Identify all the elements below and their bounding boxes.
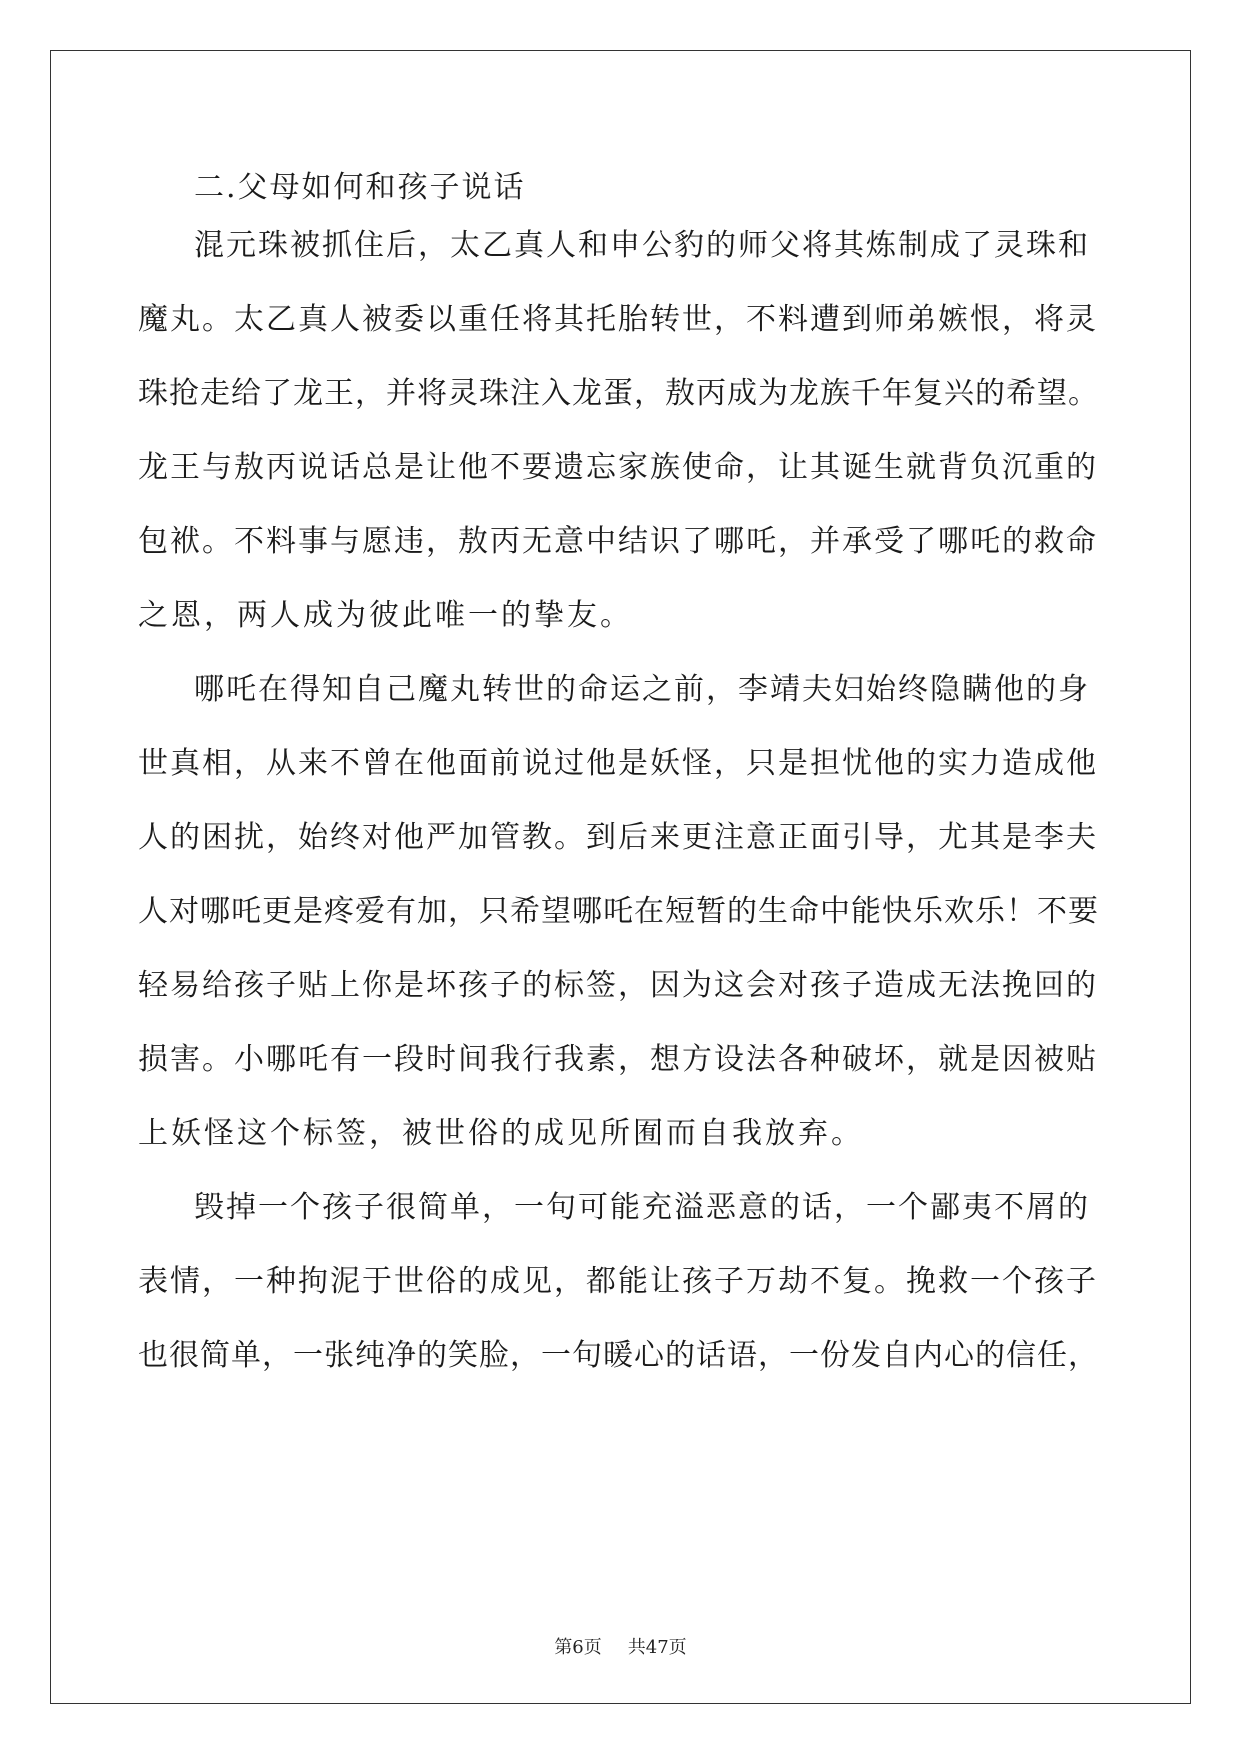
- paragraph-line: 混元珠被抓住后，太乙真人和申公豹的师父将其炼制成了灵珠和: [194, 228, 1090, 263]
- paragraph-line: 哪吒在得知自己魔丸转世的命运之前，李靖夫妇始终隐瞒他的身: [194, 672, 1090, 707]
- paragraph-line: 上妖怪这个标签，被世俗的成见所囿而自我放弃。: [138, 1116, 864, 1151]
- paragraph-line: 珠抢走给了龙王，并将灵珠注入龙蛋，敖丙成为龙族千年复兴的希望。: [138, 376, 1099, 411]
- paragraph-line: 之恩，两人成为彼此唯一的挚友。: [138, 598, 633, 633]
- page-number: 第6页: [554, 1637, 602, 1658]
- paragraph-line: 损害。小哪吒有一段时间我行我素，想方设法各种破坏，就是因被贴: [138, 1042, 1098, 1077]
- page-border: [50, 50, 1191, 1704]
- paragraph-line: 轻易给孩子贴上你是坏孩子的标签，因为这会对孩子造成无法挽回的: [138, 968, 1098, 1003]
- page-total: 共47页: [627, 1637, 687, 1658]
- page-footer: [0, 1636, 1241, 1660]
- paragraph-line: 世真相，从来不曾在他面前说过他是妖怪，只是担忧他的实力造成他: [138, 746, 1098, 781]
- paragraph-line: 包袱。不料事与愿违，敖丙无意中结识了哪吒，并承受了哪吒的救命: [138, 524, 1098, 559]
- paragraph-line: 人对哪吒更是疼爱有加，只希望哪吒在短暂的生命中能快乐欢乐！不要: [138, 894, 1099, 929]
- section-heading: 二.父母如何和孩子说话: [194, 170, 526, 205]
- paragraph-line: 人的困扰，始终对他严加管教。到后来更注意正面引导，尤其是李夫: [138, 820, 1098, 855]
- paragraph-line: 龙王与敖丙说话总是让他不要遗忘家族使命，让其诞生就背负沉重的: [138, 450, 1098, 485]
- paragraph-line: 表情，一种拘泥于世俗的成见，都能让孩子万劫不复。挽救一个孩子: [138, 1264, 1098, 1299]
- paragraph-line: 毁掉一个孩子很简单，一句可能充溢恶意的话，一个鄙夷不屑的: [194, 1190, 1090, 1225]
- paragraph-line: 也很简单，一张纯净的笑脸，一句暖心的话语，一份发自内心的信任，: [138, 1338, 1099, 1373]
- paragraph-line: 魔丸。太乙真人被委以重任将其托胎转世，不料遭到师弟嫉恨，将灵: [138, 302, 1098, 337]
